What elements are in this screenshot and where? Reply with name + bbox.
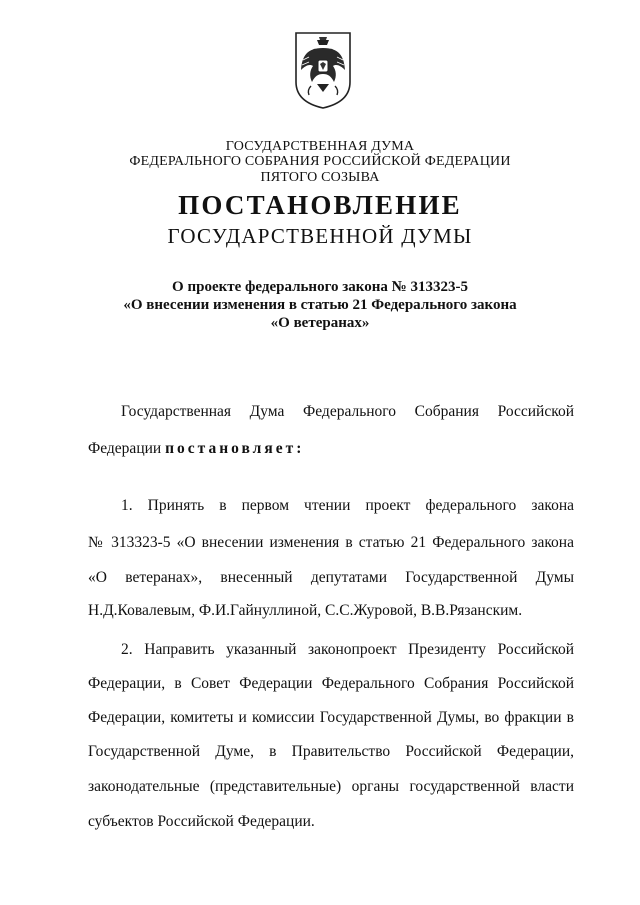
coat-of-arms-icon [293, 30, 353, 110]
document-title-line3: «О ветеранах» [270, 315, 370, 331]
paragraph1-line4: Н.Д.Ковалевым, Ф.И.Гайнуллиной, С.С.Журовой, В.В.Рязанским. [88, 602, 523, 619]
paragraph1-line3: «О ветеранах», внесенный депутатами Государственной Думы [88, 569, 574, 586]
org-name-line2: ФЕДЕРАЛЬНОГО СОБРАНИЯ РОССИЙСКОЙ ФЕДЕРАЦИИ [129, 154, 511, 169]
decree-word: постановляет: [165, 440, 305, 457]
paragraph2-line2: Федерации, в Совет Федерации Федерального Собрания Российской [88, 675, 574, 692]
paragraph2-line3: Федерации, комитеты и комиссии Государственной Думы, во фракции в [88, 709, 574, 726]
document-type: ПОСТАНОВЛЕНИЕ [178, 190, 462, 220]
document-title-line2: «О внесении изменения в статью 21 Федерального закона [123, 297, 517, 313]
paragraph2-line5: законодательные (представительные) органы государственной власти [88, 778, 574, 795]
intro-line1: Государственная Дума Федерального Собрания Российской [121, 403, 574, 420]
intro-line2-start: Федерации [88, 440, 166, 457]
paragraph2-line4: Государственной Думе, в Правительство Российской Федерации, [88, 743, 574, 760]
intro-line2 [88, 439, 574, 459]
org-name-line1: ГОСУДАРСТВЕННАЯ ДУМА [225, 139, 415, 154]
paragraph2-line1: 2. Направить указанный законопроект Президенту Российской [121, 641, 574, 658]
convocation: ПЯТОГО СОЗЫВА [260, 170, 380, 185]
paragraph2-line6: субъектов Российской Федерации. [88, 813, 315, 830]
paragraph1-line1: 1. Принять в первом чтении проект федерального закона [121, 497, 574, 514]
document-title-line1: О проекте федерального закона № 313323-5 [172, 279, 468, 295]
paragraph1-line2: № 313323-5 «О внесении изменения в статью 21 Федерального закона [88, 534, 574, 551]
document-subtitle: ГОСУДАРСТВЕННОЙ ДУМЫ [167, 224, 473, 248]
